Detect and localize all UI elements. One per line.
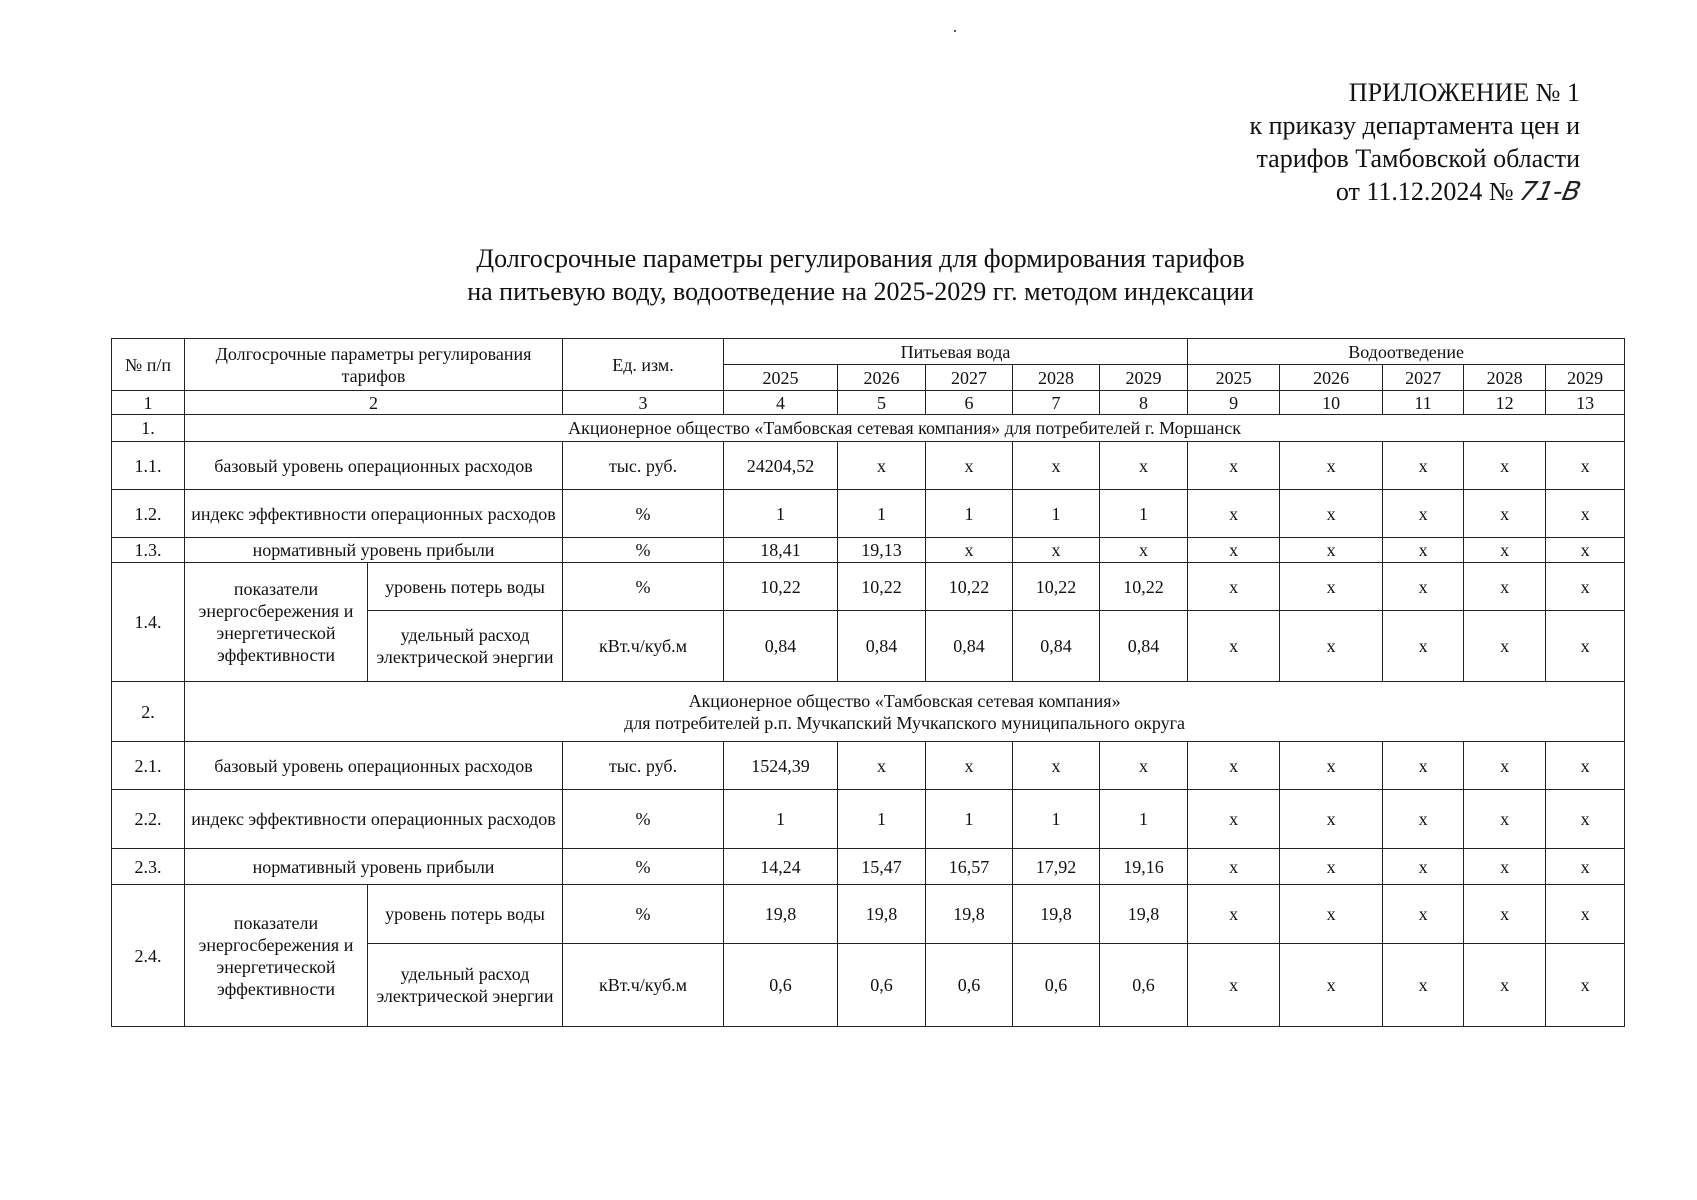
row-unit: кВт.ч/куб.м	[563, 944, 724, 1027]
colnum-cell: 5	[838, 391, 926, 415]
colnum-cell: 3	[563, 391, 724, 415]
value-cell: x	[1280, 849, 1383, 885]
value-cell: 19,16	[1100, 849, 1188, 885]
row-unit: %	[563, 538, 724, 563]
colnum-cell: 12	[1464, 391, 1546, 415]
year-cell: 2025	[724, 365, 838, 391]
value-cell: x	[1280, 538, 1383, 563]
value-cell: x	[838, 742, 926, 790]
value-cell: 0,6	[1100, 944, 1188, 1027]
table-row	[112, 442, 1625, 490]
value-cell: 1524,39	[724, 742, 838, 790]
row-subparam: удельный расход электрической энергии	[368, 944, 563, 1027]
value-cell: 1	[724, 790, 838, 849]
table-header-row	[112, 339, 1625, 365]
value-cell: x	[926, 442, 1013, 490]
value-cell: 0,84	[1013, 611, 1100, 682]
value-cell: 0,6	[926, 944, 1013, 1027]
row-param: нормативный уровень прибыли	[185, 849, 563, 885]
year-cell: 2026	[1280, 365, 1383, 391]
colnum-cell: 7	[1013, 391, 1100, 415]
value-cell: x	[1383, 442, 1464, 490]
section-org: Акционерное общество «Тамбовская сетевая компания» для потребителей г. Моршанск	[185, 415, 1625, 442]
value-cell: 19,8	[926, 885, 1013, 944]
row-num: 2.3.	[112, 849, 185, 885]
value-cell: 14,24	[724, 849, 838, 885]
value-cell: x	[1383, 563, 1464, 611]
row-param: базовый уровень операционных расходов	[185, 742, 563, 790]
value-cell: 19,13	[838, 538, 926, 563]
value-cell: x	[1100, 442, 1188, 490]
appendix-date: от 11.12.2024 №	[1335, 177, 1514, 206]
value-cell: x	[1280, 442, 1383, 490]
row-group: показатели энергосбережения и энергетической эффективности	[185, 563, 368, 682]
value-cell: 1	[926, 790, 1013, 849]
row-group: показатели энергосбережения и энергетической эффективности	[185, 885, 368, 1027]
table-row	[112, 790, 1625, 849]
value-cell: x	[1188, 849, 1280, 885]
value-cell: x	[1188, 563, 1280, 611]
value-cell: 18,41	[724, 538, 838, 563]
value-cell: 0,6	[724, 944, 838, 1027]
colnum-cell: 11	[1383, 391, 1464, 415]
value-cell: x	[1188, 442, 1280, 490]
value-cell: 24204,52	[724, 442, 838, 490]
section-row	[112, 682, 1625, 742]
value-cell: 1	[838, 790, 926, 849]
value-cell: x	[1546, 885, 1625, 944]
value-cell: 1	[724, 490, 838, 538]
year-cell: 2028	[1013, 365, 1100, 391]
value-cell: x	[1280, 790, 1383, 849]
value-cell: 10,22	[1013, 563, 1100, 611]
row-unit: %	[563, 849, 724, 885]
value-cell: x	[1383, 790, 1464, 849]
table-row	[112, 742, 1625, 790]
row-unit: тыс. руб.	[563, 742, 724, 790]
colnum-cell: 10	[1280, 391, 1383, 415]
value-cell: 16,57	[926, 849, 1013, 885]
value-cell: x	[1280, 611, 1383, 682]
colnum-cell: 4	[724, 391, 838, 415]
appendix-department-line: тарифов Тамбовской области	[1256, 144, 1580, 173]
value-cell: x	[1464, 490, 1546, 538]
value-cell: 15,47	[838, 849, 926, 885]
year-cell: 2025	[1188, 365, 1280, 391]
year-cell: 2028	[1464, 365, 1546, 391]
colnum-cell: 8	[1100, 391, 1188, 415]
table-row	[112, 538, 1625, 563]
value-cell: x	[1464, 849, 1546, 885]
year-cell: 2029	[1546, 365, 1625, 391]
row-num: 1.2.	[112, 490, 185, 538]
value-cell: x	[1383, 490, 1464, 538]
value-cell: x	[1188, 944, 1280, 1027]
colnum-cell: 2	[185, 391, 563, 415]
value-cell: x	[1383, 885, 1464, 944]
header-param: Долгосрочные параметры регулирования тарифов	[185, 339, 563, 391]
appendix-header	[1249, 76, 1584, 209]
row-num: 2.2.	[112, 790, 185, 849]
row-param: индекс эффективности операционных расходов	[185, 490, 563, 538]
value-cell: 1	[1013, 790, 1100, 849]
value-cell: x	[1464, 944, 1546, 1027]
row-num: 1.1.	[112, 442, 185, 490]
value-cell: x	[1546, 563, 1625, 611]
value-cell: x	[1013, 442, 1100, 490]
value-cell: x	[1546, 849, 1625, 885]
value-cell: 19,8	[1013, 885, 1100, 944]
row-num: 1.3.	[112, 538, 185, 563]
value-cell: x	[1100, 742, 1188, 790]
value-cell: x	[1383, 944, 1464, 1027]
value-cell: x	[1280, 944, 1383, 1027]
section-row	[112, 415, 1625, 442]
year-cell: 2027	[926, 365, 1013, 391]
row-param: индекс эффективности операционных расходов	[185, 790, 563, 849]
value-cell: x	[1383, 538, 1464, 563]
value-cell: x	[1546, 611, 1625, 682]
header-drainage: Водоотведение	[1188, 339, 1625, 365]
value-cell: x	[1188, 885, 1280, 944]
value-cell: x	[1464, 563, 1546, 611]
value-cell: 1	[1013, 490, 1100, 538]
value-cell: 10,22	[724, 563, 838, 611]
header-unit: Ед. изм.	[563, 339, 724, 391]
value-cell: x	[1188, 538, 1280, 563]
value-cell: x	[838, 442, 926, 490]
row-num: 2.4.	[112, 885, 185, 1027]
value-cell: 17,92	[1013, 849, 1100, 885]
value-cell: x	[1188, 490, 1280, 538]
value-cell: x	[1280, 742, 1383, 790]
value-cell: 19,8	[838, 885, 926, 944]
colnum-cell: 6	[926, 391, 1013, 415]
value-cell: x	[1546, 790, 1625, 849]
scan-speck	[954, 30, 956, 32]
colnum-cell: 1	[112, 391, 185, 415]
value-cell: 1	[926, 490, 1013, 538]
row-unit: %	[563, 563, 724, 611]
value-cell: x	[926, 538, 1013, 563]
value-cell: x	[1464, 538, 1546, 563]
header-num: № п/п	[112, 339, 185, 391]
document-title-line-2: на питьевую воду, водоотведение на 2025-2029 гг. методом индексации	[467, 277, 1254, 306]
table-row	[112, 563, 1625, 611]
section-num: 1.	[112, 415, 185, 442]
row-unit: кВт.ч/куб.м	[563, 611, 724, 682]
section-org-line-1: Акционерное общество «Тамбовская сетевая компания»	[688, 690, 1121, 711]
value-cell: x	[1464, 611, 1546, 682]
value-cell: x	[1464, 885, 1546, 944]
value-cell: x	[1546, 944, 1625, 1027]
colnum-cell: 9	[1188, 391, 1280, 415]
row-unit: тыс. руб.	[563, 442, 724, 490]
value-cell: 0,84	[838, 611, 926, 682]
section-org-line-2: для потребителей р.п. Мучкапский Мучкапского муниципального округа	[624, 712, 1185, 733]
value-cell: x	[1383, 849, 1464, 885]
value-cell: 19,8	[1100, 885, 1188, 944]
value-cell: 10,22	[1100, 563, 1188, 611]
value-cell: x	[1100, 538, 1188, 563]
colnum-cell: 13	[1546, 391, 1625, 415]
value-cell: x	[1464, 790, 1546, 849]
value-cell: 1	[1100, 790, 1188, 849]
value-cell: x	[1280, 490, 1383, 538]
value-cell: x	[1464, 442, 1546, 490]
value-cell: 0,84	[926, 611, 1013, 682]
value-cell: x	[1546, 742, 1625, 790]
value-cell: 1	[1100, 490, 1188, 538]
value-cell: 1	[838, 490, 926, 538]
year-cell: 2026	[838, 365, 926, 391]
row-subparam: удельный расход электрической энергии	[368, 611, 563, 682]
row-unit: %	[563, 490, 724, 538]
value-cell: 0,84	[1100, 611, 1188, 682]
row-subparam: уровень потерь воды	[368, 885, 563, 944]
row-param: базовый уровень операционных расходов	[185, 442, 563, 490]
table-row	[112, 490, 1625, 538]
value-cell: x	[1013, 538, 1100, 563]
row-unit: %	[563, 885, 724, 944]
value-cell: x	[926, 742, 1013, 790]
row-subparam: уровень потерь воды	[368, 563, 563, 611]
section-num: 2.	[112, 682, 185, 742]
value-cell: x	[1383, 611, 1464, 682]
value-cell: 19,8	[724, 885, 838, 944]
value-cell: 0,6	[1013, 944, 1100, 1027]
row-num: 1.4.	[112, 563, 185, 682]
value-cell: x	[1383, 742, 1464, 790]
value-cell: x	[1280, 885, 1383, 944]
header-drinking-water: Питьевая вода	[724, 339, 1188, 365]
row-param: нормативный уровень прибыли	[185, 538, 563, 563]
document-title-line-1: Долгосрочные параметры регулирования для формирования тарифов	[476, 244, 1245, 273]
column-numbers-row	[112, 391, 1625, 415]
row-num: 2.1.	[112, 742, 185, 790]
value-cell: x	[1546, 442, 1625, 490]
section-org	[185, 682, 1625, 742]
handwritten-order-number: 71-В	[1516, 177, 1584, 207]
value-cell: 10,22	[926, 563, 1013, 611]
value-cell: x	[1013, 742, 1100, 790]
value-cell: 0,84	[724, 611, 838, 682]
year-cell: 2027	[1383, 365, 1464, 391]
row-unit: %	[563, 790, 724, 849]
table-row	[112, 885, 1625, 944]
value-cell: x	[1546, 538, 1625, 563]
value-cell: x	[1546, 490, 1625, 538]
year-cell: 2029	[1100, 365, 1188, 391]
value-cell: x	[1188, 742, 1280, 790]
value-cell: x	[1280, 563, 1383, 611]
value-cell: x	[1188, 790, 1280, 849]
value-cell: x	[1464, 742, 1546, 790]
appendix-date-line	[1250, 175, 1584, 209]
value-cell: 0,6	[838, 944, 926, 1027]
appendix-order-line: к приказу департамента цен и	[1249, 111, 1580, 140]
value-cell: x	[1188, 611, 1280, 682]
parameters-table	[111, 338, 1625, 1027]
document-title	[0, 242, 1697, 308]
table-row	[112, 849, 1625, 885]
appendix-title: ПРИЛОЖЕНИЕ № 1	[1348, 78, 1580, 107]
value-cell: 10,22	[838, 563, 926, 611]
